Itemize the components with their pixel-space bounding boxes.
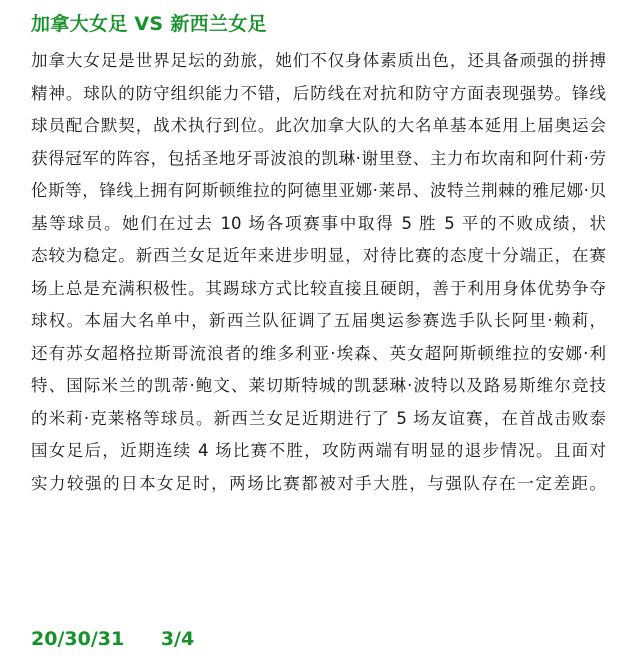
body-line: 加拿大女足是世界足坛的劲旅，她们不仅身体素质出色，还具备顽强的拼搏 bbox=[31, 51, 606, 70]
body-line: 还有苏女超格拉斯哥流浪者的维多利亚·埃森、英女超阿斯顿维拉的安娜·利 bbox=[31, 343, 606, 363]
body-line: 特、国际米兰的凯蒂·鲍文、莱切斯特城的凯瑟琳·波特以及路易斯维尔竞技 bbox=[31, 376, 606, 395]
body-line: 实力较强的日本女足时，两场比赛都被对手大胜，与强队存在一定差距。 bbox=[31, 473, 606, 493]
body-line: 国女足后，近期连续 4 场比赛不胜，攻防两端有明显的退步情况。且面对 bbox=[31, 441, 606, 460]
score-prediction: 20/30/31 bbox=[31, 628, 125, 650]
body-line: 球权。本届大名单中，新西兰队征调了五届奥运参赛选手队长阿里·赖莉， bbox=[31, 311, 606, 330]
body-line: 伦斯等，锋线上拥有阿斯顿维拉的阿德里亚娜·莱昂、波特兰荆棘的雅尼娜·贝 bbox=[31, 181, 606, 200]
body-line: 精神。球队的防守组织能力不错，后防线在对抗和防守方面表现强势。锋线 bbox=[31, 83, 606, 103]
prediction-footer bbox=[31, 628, 194, 650]
body-line: 场上总是充满积极性。其踢球方式比较直接且硬朗，善于利用身体优势争夺 bbox=[31, 278, 606, 298]
body-line: 的米莉·克莱格等球员。新西兰女足近期进行了 5 场友谊赛，在首战击败泰 bbox=[31, 408, 606, 428]
body-line: 球员配合默契，战术执行到位。此次加拿大队的大名单基本延用上届奥运会 bbox=[31, 116, 606, 135]
body-line: 获得冠军的阵容，包括圣地牙哥波浪的凯琳·谢里登、主力布坎南和阿什莉·劳 bbox=[31, 148, 606, 168]
article-body bbox=[31, 45, 606, 500]
ratio-prediction: 3/4 bbox=[160, 628, 195, 650]
article-title: 加拿大女足 VS 新西兰女足 bbox=[31, 13, 267, 35]
body-line: 基等球员。她们在过去 10 场各项赛事中取得 5 胜 5 平的不败成绩，状 bbox=[31, 213, 606, 233]
body-line: 态较为稳定。新西兰女足近年来进步明显，对待比赛的态度十分端正，在赛 bbox=[31, 246, 606, 265]
